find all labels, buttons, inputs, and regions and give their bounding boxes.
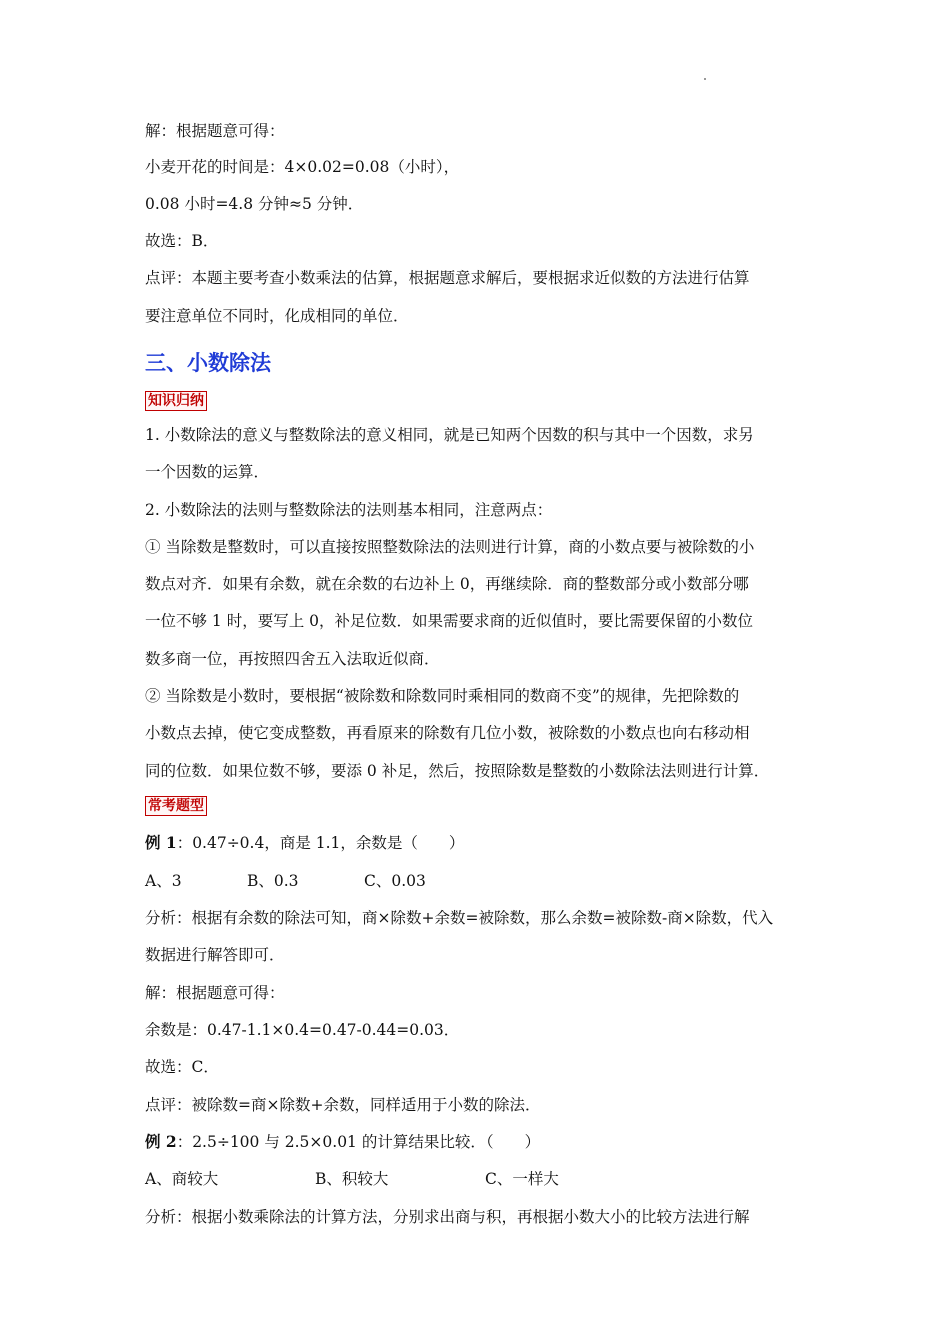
example-1-text: ：0.47÷0.4，商是 1.1，余数是（ ） — [176, 834, 465, 852]
example-1-options — [145, 871, 815, 891]
example-2-options — [145, 1169, 815, 1189]
example-2-option-c: C、一样大 — [485, 1170, 559, 1188]
knowledge-line-8: ② 当除数是小数时，要根据“被除数和除数同时乘相同的数商不变”的规律，先把除数的 — [145, 687, 740, 705]
answer-choice: 故选：B． — [145, 232, 219, 250]
example-2-option-a: A、商较大 — [145, 1170, 219, 1188]
solution-step-2: 0.08 小时=4.8 分钟≈5 分钟． — [145, 195, 364, 213]
section-title: 三、小数除法 — [145, 351, 271, 375]
example-1-option-a: A、3 — [145, 872, 182, 890]
example-1-label: 例 1 — [145, 833, 177, 852]
knowledge-tag: 知识归纳 — [145, 391, 207, 411]
knowledge-line-9: 小数点去掉，使它变成整数，再看原来的除数有几位小数，被除数的小数点也向右移动相 — [145, 724, 750, 742]
example-1-answer: 故选：C． — [145, 1058, 219, 1076]
knowledge-line-7: 数多商一位，再按照四舍五入法取近似商． — [145, 650, 440, 668]
comment-line-2: 要注意单位不同时，化成相同的单位． — [145, 307, 409, 325]
example-1-option-b: B、0.3 — [247, 872, 299, 890]
example-2-analysis-1: 分析：根据小数乘除法的计算方法，分别求出商与积，再根据小数大小的比较方法进行解 — [145, 1208, 750, 1226]
knowledge-line-3: 2. 小数除法的法则与整数除法的法则基本相同，注意两点： — [145, 501, 553, 519]
example-1-solution-intro: 解：根据题意可得： — [145, 984, 285, 1002]
example-2-question — [145, 1132, 815, 1152]
example-1-comment: 点评：被除数=商×除数+余数，同样适用于小数的除法． — [145, 1096, 541, 1114]
solution-step-1: 小麦开花的时间是：4×0.02=0.08（小时）， — [145, 158, 460, 176]
knowledge-line-5: 数点对齐．如果有余数，就在余数的右边补上 0，再继续除．商的整数部分或小数部分哪 — [145, 575, 749, 593]
knowledge-line-6: 一位不够 1 时，要写上 0，补足位数．如果需要求商的近似值时，要比需要保留的小数位 — [145, 612, 754, 630]
common-questions-tag: 常考题型 — [145, 796, 207, 816]
knowledge-line-2: 一个因数的运算． — [145, 463, 270, 481]
example-1-analysis-1: 分析：根据有余数的除法可知，商×除数+余数=被除数，那么余数=被除数-商×除数，代入 — [145, 909, 774, 927]
example-1-solution-step: 余数是：0.47-1.1×0.4=0.47-0.44=0.03． — [145, 1021, 460, 1039]
example-2-label: 例 2 — [145, 1132, 177, 1151]
knowledge-line-10: 同的位数．如果位数不够，要添 0 补足，然后，按照除数是整数的小数除法法则进行计算． — [145, 762, 770, 780]
solution-intro: 解：根据题意可得： — [145, 122, 285, 140]
knowledge-line-1: 1. 小数除法的意义与整数除法的意义相同，就是已知两个因数的积与其中一个因数，求另 — [145, 426, 754, 444]
example-2-text: ：2.5÷100 与 2.5×0.01 的计算结果比较．（ ） — [176, 1133, 541, 1151]
example-1-analysis-2: 数据进行解答即可． — [145, 946, 285, 964]
scan-dot — [704, 78, 706, 80]
example-1-question — [145, 833, 815, 853]
example-1-option-c: C、0.03 — [364, 872, 426, 890]
knowledge-line-4: ① 当除数是整数时，可以直接按照整数除法的法则进行计算，商的小数点要与被除数的小 — [145, 538, 755, 556]
example-2-option-b: B、积较大 — [315, 1170, 389, 1188]
comment-line-1: 点评：本题主要考查小数乘法的估算，根据题意求解后，要根据求近似数的方法进行估算 — [145, 269, 750, 287]
